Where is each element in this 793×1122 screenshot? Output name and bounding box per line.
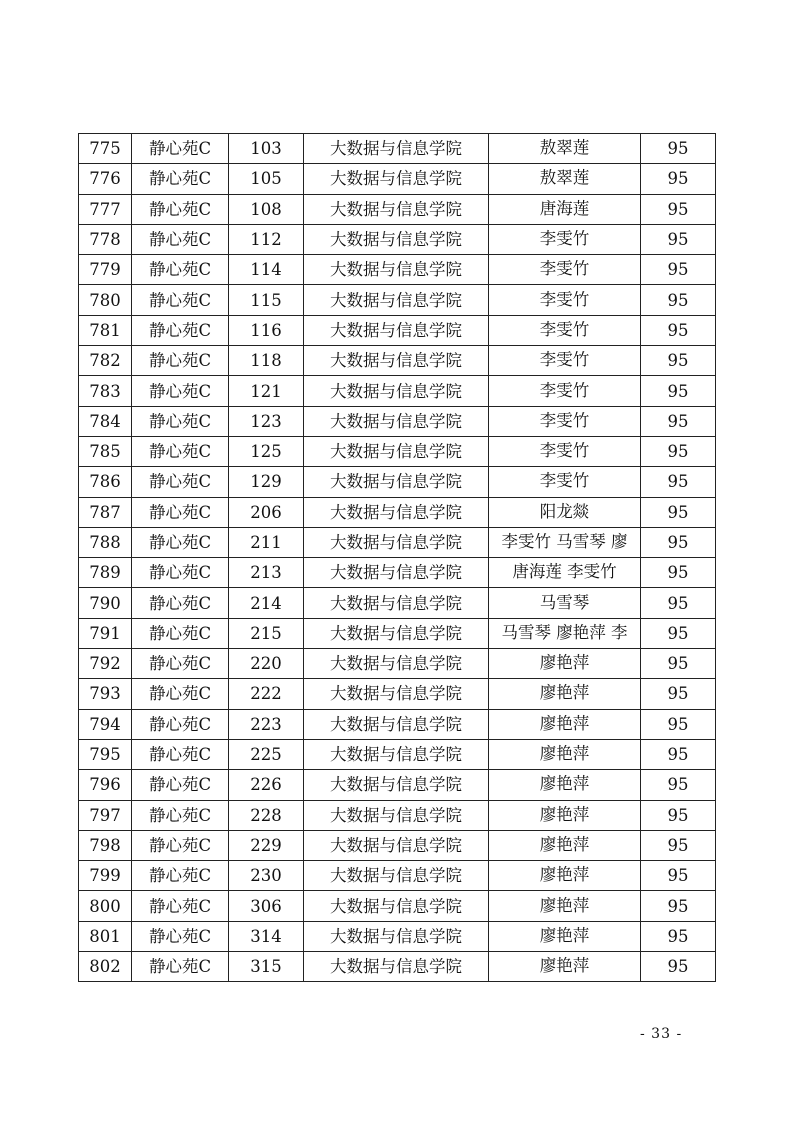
cell-room: 220: [229, 649, 304, 679]
table-row: [79, 285, 716, 315]
cell-score: 95: [641, 285, 716, 315]
cell-building: 静心苑C: [132, 800, 229, 830]
table-body: [79, 134, 716, 982]
table-row: [79, 467, 716, 497]
cell-building: 静心苑C: [132, 497, 229, 527]
cell-names: [489, 649, 641, 679]
cell-names-text: 李雯竹: [539, 350, 590, 370]
cell-score: 95: [641, 164, 716, 194]
cell-room: 211: [229, 527, 304, 557]
cell-number: 775: [79, 134, 132, 164]
cell-names: [489, 346, 641, 376]
cell-names-text: 唐海莲: [539, 198, 590, 218]
cell-building: 静心苑C: [132, 679, 229, 709]
cell-names: [489, 952, 641, 982]
cell-names-text: 廖艳萍: [539, 925, 590, 945]
cell-names-text: 李雯竹: [539, 289, 590, 309]
cell-score: 95: [641, 770, 716, 800]
cell-number: 798: [79, 830, 132, 860]
cell-names-text: 廖艳萍: [539, 895, 590, 915]
cell-names: [489, 861, 641, 891]
cell-room: 125: [229, 436, 304, 466]
cell-building: 静心苑C: [132, 285, 229, 315]
cell-number: 791: [79, 618, 132, 648]
table-row: [79, 527, 716, 557]
cell-number: 783: [79, 376, 132, 406]
cell-names-text: 唐海莲 李雯竹: [512, 562, 617, 582]
cell-college: 大数据与信息学院: [304, 891, 489, 921]
cell-building: 静心苑C: [132, 618, 229, 648]
cell-score: 95: [641, 255, 716, 285]
cell-number: 789: [79, 558, 132, 588]
cell-college: 大数据与信息学院: [304, 285, 489, 315]
cell-names-text: 廖艳萍: [539, 683, 590, 703]
cell-number: 782: [79, 346, 132, 376]
table-row: [79, 739, 716, 769]
cell-college: 大数据与信息学院: [304, 830, 489, 860]
cell-score: 95: [641, 649, 716, 679]
cell-room: 108: [229, 194, 304, 224]
cell-names-text: 李雯竹: [539, 471, 590, 491]
cell-names: [489, 255, 641, 285]
cell-number: 780: [79, 285, 132, 315]
cell-college: 大数据与信息学院: [304, 770, 489, 800]
cell-building: 静心苑C: [132, 134, 229, 164]
cell-number: 800: [79, 891, 132, 921]
cell-room: 230: [229, 861, 304, 891]
cell-score: 95: [641, 861, 716, 891]
table-row: [79, 224, 716, 254]
cell-building: 静心苑C: [132, 861, 229, 891]
cell-names: [489, 285, 641, 315]
table-row: [79, 346, 716, 376]
cell-number: 790: [79, 588, 132, 618]
cell-names: [489, 891, 641, 921]
cell-building: 静心苑C: [132, 467, 229, 497]
cell-college: 大数据与信息学院: [304, 164, 489, 194]
cell-names-text: 李雯竹: [539, 410, 590, 430]
cell-names: [489, 527, 641, 557]
table-row: [79, 134, 716, 164]
cell-names: [489, 679, 641, 709]
cell-building: 静心苑C: [132, 376, 229, 406]
cell-college: 大数据与信息学院: [304, 194, 489, 224]
cell-number: 787: [79, 497, 132, 527]
cell-names-text: 廖艳萍: [539, 744, 590, 764]
cell-college: 大数据与信息学院: [304, 861, 489, 891]
cell-number: 788: [79, 527, 132, 557]
cell-names-text: 李雯竹: [539, 229, 590, 249]
cell-score: 95: [641, 527, 716, 557]
table-row: [79, 558, 716, 588]
cell-names-text: 廖艳萍: [539, 713, 590, 733]
cell-building: 静心苑C: [132, 164, 229, 194]
cell-names: [489, 436, 641, 466]
cell-college: 大数据与信息学院: [304, 618, 489, 648]
cell-number: 799: [79, 861, 132, 891]
cell-score: 95: [641, 194, 716, 224]
cell-college: 大数据与信息学院: [304, 497, 489, 527]
cell-names-text: 敖翠莲: [539, 138, 590, 158]
table-row: [79, 649, 716, 679]
cell-building: 静心苑C: [132, 255, 229, 285]
dormitory-score-table: [78, 133, 716, 982]
cell-college: 大数据与信息学院: [304, 134, 489, 164]
cell-names-text: 廖艳萍: [539, 865, 590, 885]
cell-room: 103: [229, 134, 304, 164]
cell-building: 静心苑C: [132, 739, 229, 769]
cell-score: 95: [641, 891, 716, 921]
cell-room: 229: [229, 830, 304, 860]
cell-college: 大数据与信息学院: [304, 800, 489, 830]
cell-names-text: 阳龙燚: [539, 501, 590, 521]
cell-college: 大数据与信息学院: [304, 739, 489, 769]
table-row: [79, 315, 716, 345]
cell-building: 静心苑C: [132, 436, 229, 466]
cell-room: 129: [229, 467, 304, 497]
cell-room: 118: [229, 346, 304, 376]
cell-college: 大数据与信息学院: [304, 558, 489, 588]
cell-number: 784: [79, 406, 132, 436]
cell-score: 95: [641, 952, 716, 982]
table-row: [79, 618, 716, 648]
cell-room: 226: [229, 770, 304, 800]
cell-building: 静心苑C: [132, 315, 229, 345]
cell-score: 95: [641, 497, 716, 527]
table-row: [79, 255, 716, 285]
cell-room: 315: [229, 952, 304, 982]
cell-college: 大数据与信息学院: [304, 376, 489, 406]
cell-names: [489, 224, 641, 254]
cell-room: 215: [229, 618, 304, 648]
cell-college: 大数据与信息学院: [304, 679, 489, 709]
cell-names: [489, 194, 641, 224]
cell-names: [489, 770, 641, 800]
cell-score: 95: [641, 921, 716, 951]
cell-names: [489, 618, 641, 648]
cell-score: 95: [641, 588, 716, 618]
table-row: [79, 921, 716, 951]
cell-number: 802: [79, 952, 132, 982]
cell-names: [489, 558, 641, 588]
cell-score: 95: [641, 679, 716, 709]
cell-number: 776: [79, 164, 132, 194]
cell-room: 306: [229, 891, 304, 921]
cell-number: 781: [79, 315, 132, 345]
cell-names-text: 廖艳萍: [539, 956, 590, 976]
cell-room: 314: [229, 921, 304, 951]
table-row: [79, 497, 716, 527]
cell-building: 静心苑C: [132, 194, 229, 224]
cell-building: 静心苑C: [132, 770, 229, 800]
cell-score: 95: [641, 739, 716, 769]
cell-room: 223: [229, 709, 304, 739]
table-row: [79, 588, 716, 618]
cell-number: 793: [79, 679, 132, 709]
cell-names-text: 李雯竹 马雪琴 廖: [501, 532, 628, 551]
cell-building: 静心苑C: [132, 406, 229, 436]
table-row: [79, 436, 716, 466]
cell-number: 779: [79, 255, 132, 285]
cell-names-text: 马雪琴: [539, 592, 590, 612]
cell-score: 95: [641, 315, 716, 345]
cell-number: 792: [79, 649, 132, 679]
cell-building: 静心苑C: [132, 527, 229, 557]
cell-building: 静心苑C: [132, 649, 229, 679]
cell-names: [489, 800, 641, 830]
table-row: [79, 770, 716, 800]
cell-room: 206: [229, 497, 304, 527]
cell-room: 228: [229, 800, 304, 830]
cell-room: 112: [229, 224, 304, 254]
cell-room: 105: [229, 164, 304, 194]
cell-room: 114: [229, 255, 304, 285]
cell-names: [489, 315, 641, 345]
cell-building: 静心苑C: [132, 588, 229, 618]
cell-names-text: 李雯竹: [539, 259, 590, 279]
cell-names: [489, 134, 641, 164]
cell-room: 121: [229, 376, 304, 406]
cell-room: 214: [229, 588, 304, 618]
cell-number: 796: [79, 770, 132, 800]
cell-college: 大数据与信息学院: [304, 527, 489, 557]
cell-names: [489, 376, 641, 406]
cell-college: 大数据与信息学院: [304, 952, 489, 982]
cell-room: 225: [229, 739, 304, 769]
cell-college: 大数据与信息学院: [304, 921, 489, 951]
cell-names-text: 廖艳萍: [539, 653, 590, 673]
cell-names: [489, 406, 641, 436]
cell-college: 大数据与信息学院: [304, 346, 489, 376]
cell-names-text: 廖艳萍: [539, 804, 590, 824]
cell-names-text: 李雯竹: [539, 441, 590, 461]
cell-score: 95: [641, 830, 716, 860]
cell-score: 95: [641, 224, 716, 254]
cell-names-text: 敖翠莲: [539, 168, 590, 188]
cell-building: 静心苑C: [132, 952, 229, 982]
cell-names-text: 李雯竹: [539, 319, 590, 339]
cell-number: 778: [79, 224, 132, 254]
page-number: - 33 -: [640, 1026, 683, 1042]
table-row: [79, 376, 716, 406]
cell-room: 116: [229, 315, 304, 345]
cell-number: 795: [79, 739, 132, 769]
cell-building: 静心苑C: [132, 346, 229, 376]
cell-number: 786: [79, 467, 132, 497]
cell-building: 静心苑C: [132, 709, 229, 739]
table-row: [79, 861, 716, 891]
cell-college: 大数据与信息学院: [304, 315, 489, 345]
cell-college: 大数据与信息学院: [304, 224, 489, 254]
cell-room: 123: [229, 406, 304, 436]
cell-number: 797: [79, 800, 132, 830]
cell-college: 大数据与信息学院: [304, 709, 489, 739]
cell-college: 大数据与信息学院: [304, 255, 489, 285]
cell-score: 95: [641, 800, 716, 830]
table-row: [79, 406, 716, 436]
cell-score: 95: [641, 558, 716, 588]
cell-names: [489, 497, 641, 527]
table-row: [79, 709, 716, 739]
cell-names: [489, 164, 641, 194]
cell-building: 静心苑C: [132, 224, 229, 254]
cell-college: 大数据与信息学院: [304, 406, 489, 436]
cell-score: 95: [641, 467, 716, 497]
table-row: [79, 164, 716, 194]
cell-score: 95: [641, 346, 716, 376]
cell-names-text: 李雯竹: [539, 380, 590, 400]
cell-score: 95: [641, 376, 716, 406]
cell-number: 794: [79, 709, 132, 739]
table-row: [79, 891, 716, 921]
cell-number: 777: [79, 194, 132, 224]
cell-building: 静心苑C: [132, 921, 229, 951]
cell-names: [489, 739, 641, 769]
cell-college: 大数据与信息学院: [304, 649, 489, 679]
cell-names-text: 马雪琴 廖艳萍 李: [501, 622, 628, 642]
cell-room: 222: [229, 679, 304, 709]
cell-room: 115: [229, 285, 304, 315]
cell-building: 静心苑C: [132, 891, 229, 921]
table-row: [79, 679, 716, 709]
cell-college: 大数据与信息学院: [304, 436, 489, 466]
cell-names: [489, 709, 641, 739]
cell-names-text: 廖艳萍: [539, 834, 590, 854]
cell-names: [489, 921, 641, 951]
cell-building: 静心苑C: [132, 558, 229, 588]
cell-number: 785: [79, 436, 132, 466]
table-row: [79, 800, 716, 830]
cell-score: 95: [641, 618, 716, 648]
cell-names: [489, 467, 641, 497]
cell-building: 静心苑C: [132, 830, 229, 860]
cell-college: 大数据与信息学院: [304, 467, 489, 497]
cell-score: 95: [641, 406, 716, 436]
table-row: [79, 952, 716, 982]
cell-score: 95: [641, 436, 716, 466]
cell-number: 801: [79, 921, 132, 951]
cell-score: 95: [641, 134, 716, 164]
table-row: [79, 830, 716, 860]
table-row: [79, 194, 716, 224]
cell-names-text: 廖艳萍: [539, 774, 590, 794]
cell-names: [489, 830, 641, 860]
cell-names: [489, 588, 641, 618]
cell-college: 大数据与信息学院: [304, 588, 489, 618]
cell-score: 95: [641, 709, 716, 739]
cell-room: 213: [229, 558, 304, 588]
